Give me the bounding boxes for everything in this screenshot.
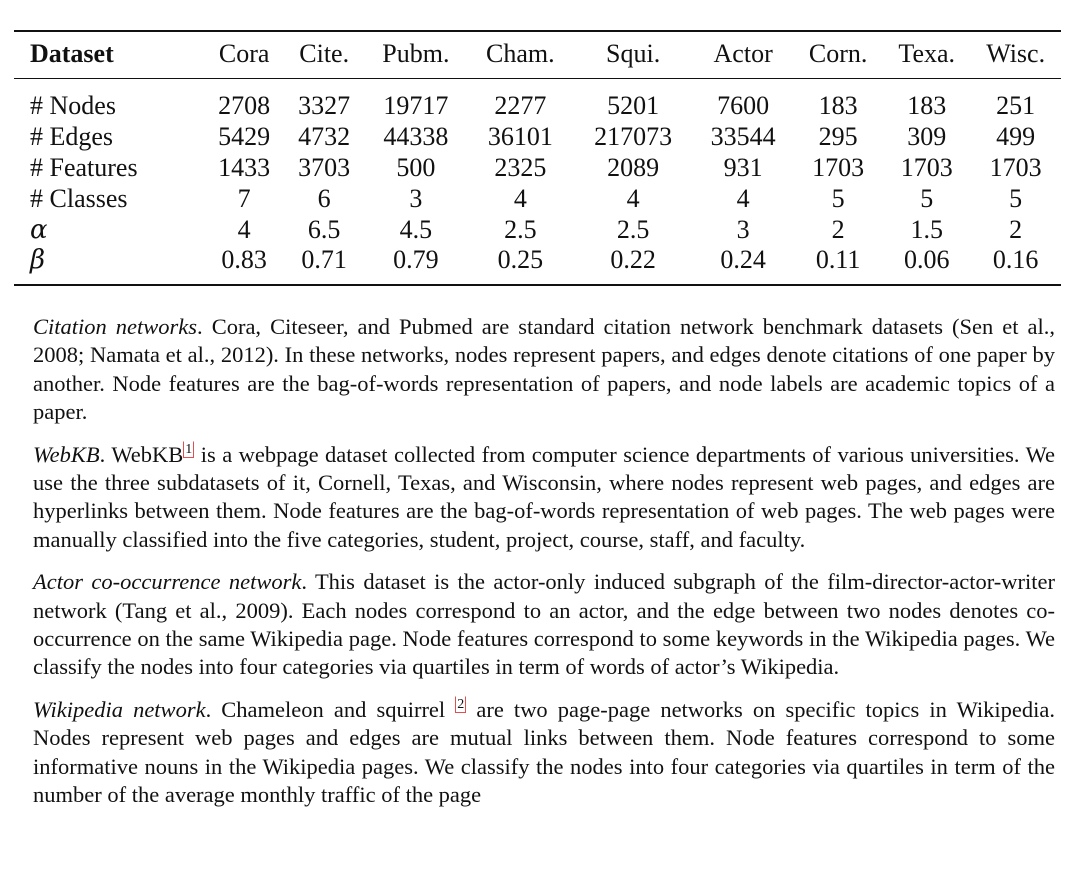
table-cell: 36101 <box>487 122 553 152</box>
table-cell: 251 <box>996 91 1036 121</box>
table-cell: 309 <box>907 122 947 152</box>
table-cell: 2089 <box>607 152 660 182</box>
column-header: Corn. <box>793 31 883 79</box>
table-cell: 0.24 <box>693 245 793 285</box>
table-cell: 499 <box>996 122 1036 152</box>
paragraph-citation-networks: Citation networks. Cora, Citeseer, and Pubmed are standard citation network benchmark datasets (Sen et al., 2008; Namata et al., 2012). In these networks, nodes represent papers, and edges denote citations of one paper by another. Node features are the bag-of-words representation of papers, and node labels are academic topics of a paper. <box>33 314 1055 425</box>
table-cell: 1703 <box>989 152 1042 182</box>
table-cell: 4 <box>513 183 527 213</box>
paragraph-actor-network: Actor co-occurrence network. This dataset is the actor-only induced subgraph of the film-director-actor-writer network (Tang et al., 2009). Each nodes correspond to an actor, and the edge between two nodes denotes co-occurrence on the same Wikipedia page. Node features correspond to some keywords in the Wikipedia pages. We classify the nodes into four categories via quartiles in term of words of actor’s Wikipedia. <box>33 569 1055 680</box>
table-row <box>14 122 1061 153</box>
column-header: Actor <box>693 31 793 79</box>
table-cell: 0.06 <box>883 245 970 285</box>
row-label: # Nodes <box>30 91 116 121</box>
table-cell: 183 <box>907 91 947 121</box>
table-cell: 500 <box>396 152 436 182</box>
table-row <box>14 214 1061 245</box>
table-cell: 0.79 <box>364 245 467 285</box>
table-cell: 5 <box>831 183 845 213</box>
table-cell: 5429 <box>218 122 271 152</box>
table-cell: 5 <box>920 183 934 213</box>
row-label: # Classes <box>30 183 128 213</box>
table-cell: 0.22 <box>573 245 693 285</box>
dataset-statistics-table <box>14 30 1061 286</box>
row-label: # Features <box>30 152 138 182</box>
column-header: Cora <box>204 31 284 79</box>
table-cell: 7 <box>237 183 251 213</box>
table-cell: 6.5 <box>307 214 341 244</box>
table-cell: 0.16 <box>970 245 1061 285</box>
table-cell: 0.71 <box>284 245 364 285</box>
table-cell: 295 <box>818 122 858 152</box>
dataset-statistics-table-container <box>14 30 1061 286</box>
table-cell: 44338 <box>383 122 449 152</box>
paragraph-webkb: WebKB. WebKB $^1$ is a webpage dataset collected from computer science departments of various universities. We use the three subdatasets of it, Cornell, Texas, and Wisconsin, where nodes represent web pages, and edges are hyperlinks between them. Node features are the bag-of-words representation of web pages. The web pages were manually classified into the five categories, student, project, course, staff, and faculty. <box>33 441 1056 552</box>
paragraph-heading: WebKB <box>33 441 100 467</box>
paragraph-lead-text: WebKB <box>111 441 184 467</box>
table-cell: 33544 <box>710 122 776 152</box>
table-cell: 5 <box>1009 183 1023 213</box>
table-cell: 3 <box>736 214 750 244</box>
table-cell: 6 <box>317 183 331 213</box>
column-header: Squi. <box>573 31 693 79</box>
table-cell: 3 <box>409 183 423 213</box>
paragraph-text: is a webpage dataset collected from computer science departments of various universities. We use the three subdatasets of it, Cornell, Texas, and Wisconsin, where nodes represent web pages, and edges are hyperlinks between them. Node features are the bag-of-words representation of web pages. The web pages were manually classified into the five categories, student, project, course, staff, and faculty. <box>33 441 1056 552</box>
paragraph-text: Cora, Citeseer, and Pubmed are standard citation network benchmark datasets (Sen et al., 2008; Namata et al., 2012). In these networks, nodes represent papers, and edges denote citations of one paper by another. Node features are the bag-of-words representation of papers, and node labels are academic topics of a paper. <box>33 314 1055 425</box>
table-header-dataset: Dataset <box>14 31 204 79</box>
row-label: # Edges <box>30 122 114 152</box>
paragraph-heading: Citation networks <box>33 314 198 339</box>
paragraph-text: This dataset is the actor-only induced subgraph of the film-director-actor-writer network (Tang et al., 2009). Each nodes correspond to an actor, and the edge between two nodes denotes co-occurrence on the same Wikipedia page. Node features correspond to some keywords in the Wikipedia pages. We classify the nodes into four categories via quartiles in term of words of actor’s Wikipedia. <box>33 569 1055 680</box>
column-header: Wisc. <box>970 31 1061 79</box>
table-cell: 0.25 <box>468 245 574 285</box>
table-cell: 0.83 <box>204 245 284 285</box>
column-header: Texa. <box>883 31 970 79</box>
table-cell: 4 <box>237 214 251 244</box>
table-cell: 19717 <box>383 91 449 121</box>
table-cell: 2708 <box>218 91 271 121</box>
row-label-beta: β <box>14 245 204 285</box>
dataset-descriptions <box>33 313 1055 824</box>
table-cell: 1433 <box>218 152 271 182</box>
table-cell: 3703 <box>298 152 351 182</box>
table-cell: 2 <box>831 214 845 244</box>
table-cell: 1703 <box>812 152 865 182</box>
row-label-alpha: α <box>30 214 48 245</box>
table-cell: 0.11 <box>793 245 883 285</box>
table-cell: 2.5 <box>616 214 650 244</box>
table-row <box>14 153 1061 184</box>
table-cell: 4 <box>736 183 750 213</box>
table-cell: 7600 <box>717 91 770 121</box>
table-cell: 4.5 <box>399 214 433 244</box>
table-cell: 2277 <box>494 91 547 121</box>
table-row <box>14 183 1061 214</box>
table-cell: 1.5 <box>910 214 943 244</box>
footnote-link[interactable]: 1 <box>185 442 193 458</box>
table-cell: 183 <box>818 91 858 121</box>
table-cell: 3327 <box>298 91 351 121</box>
table-cell: 1703 <box>900 152 953 182</box>
table-cell: 931 <box>723 152 763 182</box>
table-cell: 217073 <box>594 122 673 152</box>
column-header: Cite. <box>284 31 364 79</box>
paragraph-lead-text: Chameleon and squirrel <box>221 696 456 722</box>
paragraph-heading: Actor co-occurrence network <box>33 569 302 595</box>
table-cell: 5201 <box>607 91 660 121</box>
table-cell: 2325 <box>494 152 547 182</box>
table-cell: 2 <box>1009 214 1023 244</box>
table-row <box>14 245 1061 285</box>
table-cell: 4 <box>626 183 640 213</box>
paragraph-heading: Wikipedia network <box>33 696 206 722</box>
table-row <box>14 79 1061 122</box>
column-header: Pubm. <box>364 31 467 79</box>
table-header-row <box>14 31 1061 79</box>
table-cell: 4732 <box>298 122 351 152</box>
table-cell: 2.5 <box>504 214 537 244</box>
column-header: Cham. <box>468 31 574 79</box>
footnote-link[interactable]: 2 <box>457 697 465 713</box>
paragraph-text: are two page-page networks on specific topics in Wikipedia. Nodes represent web pages and edges are mutual links between them. Node features correspond to some informative nouns in the Wikipedia pages. We classify the nodes into four categories via quartiles in term of the number of the average monthly traffic of the page <box>33 696 1056 808</box>
paragraph-wikipedia-network: Wikipedia network. Chameleon and squirrel $^2$ are two page-page networks on specific topics in Wikipedia. Nodes represent web pages and edges are mutual links between them. Node features correspond to some informative nouns in the Wikipedia pages. We classify the nodes into four categories via quartiles in term of the number of the average monthly traffic of the page <box>33 696 1056 808</box>
